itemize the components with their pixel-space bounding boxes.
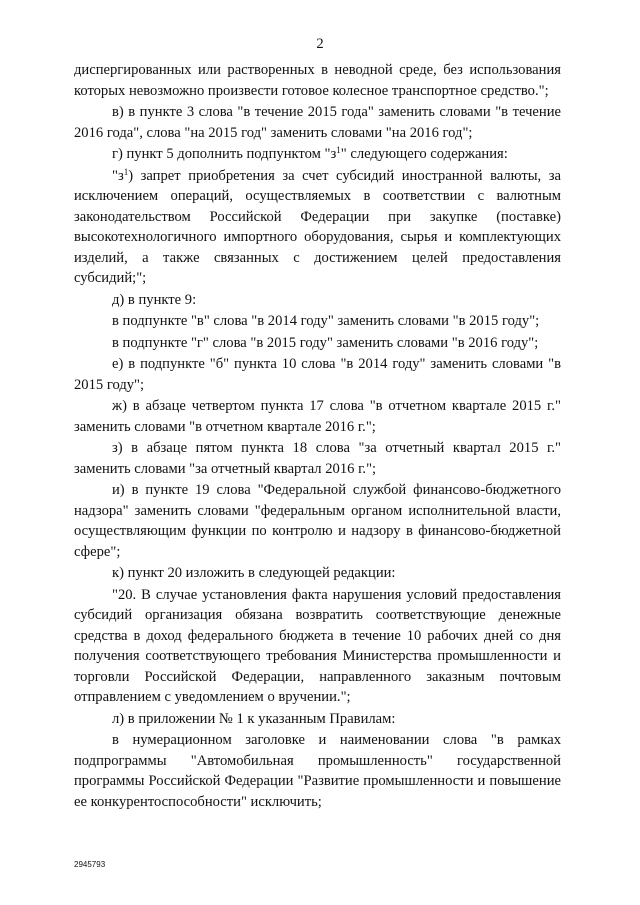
paragraph: ж) в абзаце четвертом пункта 17 слова "в отчетном квартале 2015 г." заменить словами "в отчетном квартале 2016 г."; [74,398,561,435]
paragraph: диспергированных или растворенных в неводной среде, без использования которых невозможно произвести готовое колесное транспортное средство."; [74,62,561,99]
document-body [74,60,561,812]
page-number: 2 [316,36,324,52]
paragraph: в) в пункте 3 слова "в течение 2015 года" заменить словами "в течение 2016 года", слова "на 2015 год" заменить словами "на 2016 год"; [74,104,561,141]
paragraph: л) в приложении № 1 к указанным Правилам: [112,710,396,727]
paragraph: к) пункт 20 изложить в следующей редакции: [112,565,396,581]
document-id: 2945793 [74,860,106,869]
paragraph: д) в пункте 9: [112,291,197,308]
paragraph: в нумерационном заголовке и наименовании слова "в рамках подпрограммы "Автомобильная промышленность" государственной программы Российской Федерации "Развитие промышленности и повышение ее конкурентоспособности" исключить; [74,732,561,810]
paragraph: и) в пункте 19 слова "Федеральной службой финансово-бюджетного надзора" заменить словами "федеральным органом исполнительной власти, осуществляющим функции по контролю и надзору в финансово-бюджетной сфере"; [74,482,561,560]
paragraph: з) в абзаце пятом пункта 18 слова "за отчетный квартал 2015 г." заменить словами "за отчетный квартал 2016 г."; [74,440,561,477]
paragraph: е) в подпункте "б" пункта 10 слова "в 2014 году" заменить словами "в 2015 году"; [74,356,561,393]
paragraph: в подпункте "в" слова "в 2014 году" заменить словами "в 2015 году"; [112,313,540,329]
paragraph: "20. В случае установления факта нарушения условий предоставления субсидий организация обязана возвратить соответствующие денежные средства в доход федерального бюджета в течение 10 рабочих дней со дня получения соответствующего требования Министерства промышленности и торговли Российской Федерации, направленного заказным почтовым отправлением с уведомлением о вручении."; [74,586,561,705]
paragraph: "$з^1$) запрет приобретения за счет субсидий иностранной валюты, за исключением операций, осуществляемых в соответствии с валютным законодательством Российской Федерации при закупке (поставке) высокотехнологичного импортного оборудования, сырья и комплектующих изделий, а также связанных с достижением целей предоставления субсидий;"; [74,166,561,286]
paragraph: в подпункте "г" слова "в 2015 году" заменить словами "в 2016 году"; [112,334,539,351]
paragraph: г) пункт 5 дополнить подпунктом "$з^1$" следующего содержания: [112,145,508,162]
